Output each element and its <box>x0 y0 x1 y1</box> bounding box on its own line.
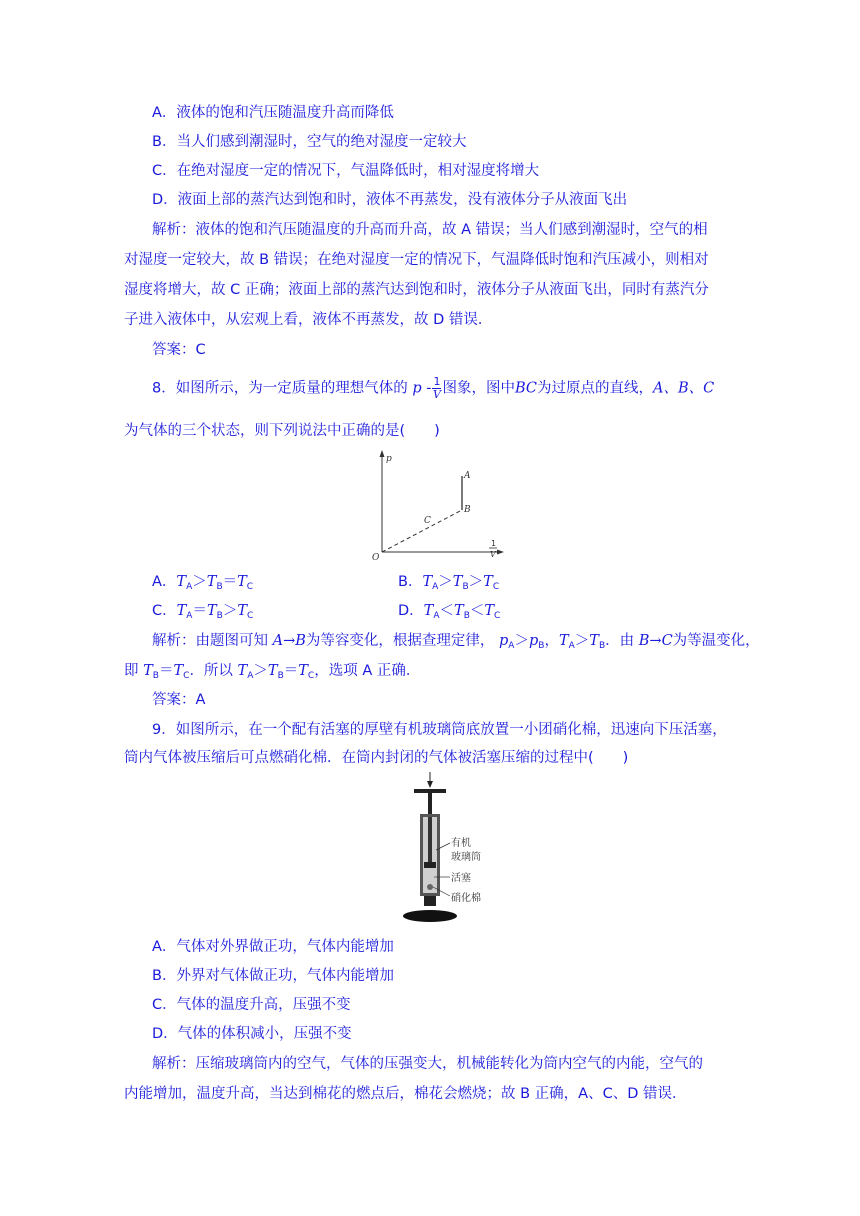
t-symbol: T <box>176 603 187 619</box>
text: p <box>528 633 539 649</box>
q7-option-a: A．液体的饱和汽压随温度升高而降低 <box>152 105 394 121</box>
text: ， <box>544 633 559 649</box>
q9-option-d: D．气体的体积减小，压强不变 <box>152 1026 352 1042</box>
sub-c: C <box>492 582 500 592</box>
rel: ＞ <box>438 574 453 590</box>
q8-stem-mid2: 为过原点的直线， <box>537 380 654 397</box>
text: 为等温变化， <box>672 633 760 649</box>
t-symbol: T <box>173 663 184 679</box>
handle <box>414 789 446 793</box>
sub-b: B <box>462 582 469 592</box>
down-arrow-icon <box>427 781 433 788</box>
q8-stem-line-2: 为气体的三个状态，则下列说法中正确的是( ) <box>124 423 440 439</box>
q8-analysis-line-2 <box>124 661 420 686</box>
q8-stem-p: p <box>412 380 422 397</box>
sub-b: B <box>277 671 284 681</box>
piston-rod <box>428 817 432 863</box>
q7-analysis-line-4: 子进入液体中，从宏观上看，液体不再蒸发，故 D 错误． <box>124 312 493 328</box>
q9-fire-syringe-figure <box>396 770 506 928</box>
q8-analysis-line-1 <box>152 631 760 656</box>
q8-stem-mid: 图象，图中 <box>442 380 515 397</box>
x-axis-arrow-icon <box>497 550 504 555</box>
x-axis-label-num: 1 <box>491 539 497 548</box>
t-symbol: T <box>484 603 495 619</box>
q7-option-b: B．当人们感到潮湿时，空气的绝对湿度一定较大 <box>152 134 467 150</box>
sub-a: A <box>186 611 193 621</box>
q8-option-c-letter: C． <box>152 603 177 619</box>
y-axis-arrow-icon <box>380 450 385 457</box>
q8-stem-bc: BC <box>514 380 538 397</box>
text: 即 <box>124 663 139 679</box>
sub-a: A <box>568 641 575 651</box>
rel: ＜ <box>439 603 455 619</box>
text: T <box>558 633 569 649</box>
q8-option-c <box>152 601 253 626</box>
q7-option-c: C．在绝对湿度一定的情况下，气温降低时，相对湿度将增大 <box>152 163 540 179</box>
point-b-label: B <box>464 505 471 515</box>
t-symbol: T <box>452 574 463 590</box>
rel: ＞ <box>468 574 484 590</box>
q8-stem-prefix: 8．如图所示，为一定质量的理想气体的 <box>152 380 408 397</box>
piston <box>424 862 436 868</box>
text: B→C <box>638 633 673 649</box>
rod-top <box>428 793 432 815</box>
sub-b: B <box>152 671 159 681</box>
origin-label: O <box>372 553 380 563</box>
t-symbol: T <box>483 574 493 590</box>
text: 解析：由题图可知 <box>152 633 268 649</box>
text: p <box>499 633 509 649</box>
q9-option-a: A．气体对外界做正功，气体内能增加 <box>152 939 394 955</box>
sub-a: A <box>186 582 193 592</box>
rel: ＝ <box>283 663 299 679</box>
rel: ＞ <box>514 633 529 649</box>
q8-stem-frac-num: 1 <box>433 375 441 388</box>
q8-stem-abc: A、B、C <box>653 380 715 397</box>
sub-b: B <box>463 611 470 621</box>
text: A→B <box>272 633 306 649</box>
sub-c: C <box>307 671 315 681</box>
sub-b: B <box>216 582 223 592</box>
sub-c: C <box>183 671 190 681</box>
sub-c: C <box>247 611 254 621</box>
rel: ＞ <box>222 603 238 619</box>
rel: ＜ <box>469 603 485 619</box>
label-nitrocotton: 硝化棉 <box>451 893 481 904</box>
point-c-label: C <box>424 516 431 526</box>
t-symbol: T <box>143 663 153 679</box>
rel: ＞ <box>253 663 268 679</box>
text: 为等容变化，根据查理定律， <box>305 633 495 649</box>
q9-stem-line-1: 9．如图所示，在一个配有活塞的厚壁有机玻璃筒底放置一小团硝化棉，迅速向下压活塞， <box>152 722 727 738</box>
text: T <box>589 633 599 649</box>
q9-analysis-line-1: 解析：压缩玻璃筒内的空气，气体的压强变大，机械能转化为筒内空气的内能，空气的 <box>152 1056 703 1072</box>
t-symbol: T <box>206 574 217 590</box>
t-symbol: T <box>237 663 248 679</box>
label-piston: 活塞 <box>451 873 471 884</box>
t-symbol: T <box>454 603 464 619</box>
stand-neck <box>424 896 436 906</box>
sub-c: C <box>246 582 254 592</box>
label-glass-tube: 玻璃筒 <box>451 852 481 863</box>
q8-stem-fraction <box>432 376 441 401</box>
q8-option-d <box>398 601 500 626</box>
q7-analysis-line-1: 解析：液体的饱和汽压随温度的升高而升高，故 A 错误；当人们感到潮湿时，空气的相 <box>152 222 708 238</box>
t-symbol: T <box>237 603 247 619</box>
x-axis-label-den: V <box>490 550 496 559</box>
sub-c: C <box>494 611 501 621</box>
q8-p-v-graph <box>370 448 510 564</box>
t-symbol: T <box>267 663 278 679</box>
q8-option-d-letter: D． <box>398 603 424 619</box>
q7-option-d: D．液面上部的蒸汽达到饱和时，液体不再蒸发，没有液体分子从液面飞出 <box>152 192 628 208</box>
q7-answer: 答案：C <box>152 342 206 358</box>
q7-analysis-line-2: 对湿度一定较大，故 B 错误；在绝对湿度一定的情况下，气温降低时饱和汽压减小，则相对 <box>124 252 709 268</box>
q9-stem-line-2: 筒内气体被压缩后可点燃硝化棉．在筒内封闭的气体被活塞压缩的过程中( ) <box>124 750 629 766</box>
q8-stem-frac-den: V <box>433 388 441 401</box>
stand-base <box>403 910 457 922</box>
sub-b: B <box>538 641 545 651</box>
t-symbol: T <box>206 603 217 619</box>
t-symbol: T <box>176 574 187 590</box>
t-symbol: T <box>423 603 434 619</box>
q9-option-b: B．外界对气体做正功，气体内能增加 <box>152 968 394 984</box>
rel: ＝ <box>222 574 238 590</box>
rel: ＝ <box>192 603 207 619</box>
q8-option-a-letter: A． <box>152 574 177 590</box>
q8-answer: 答案：A <box>152 692 206 708</box>
text: ．所以 <box>189 663 233 679</box>
nitrocotton <box>427 884 433 890</box>
y-axis-label: p <box>386 454 392 464</box>
rel: ＝ <box>158 663 174 679</box>
rel: ＞ <box>192 574 207 590</box>
q8-option-a <box>152 572 253 597</box>
q8-option-b-letter: B． <box>398 574 423 590</box>
rel: ＞ <box>574 633 590 649</box>
sub-a: A <box>508 641 515 651</box>
q9-analysis-line-2: 内能增加，温度升高，当达到棉花的燃点后，棉花会燃烧；故 B 正确，A、C、D 错误． <box>124 1086 687 1102</box>
sub-a: A <box>433 611 440 621</box>
q8-stem-line-1: 8．如图所示，为一定质量的理想气体的 p - $\frac{1}{V}$ 图象，图中BC为过原点的直线，A、B、C <box>152 375 715 401</box>
sub-a: A <box>247 671 254 681</box>
t-symbol: T <box>422 574 433 590</box>
sub-a: A <box>432 582 439 592</box>
text: ，选项 A 正确． <box>314 663 421 679</box>
point-a-label: A <box>464 471 471 481</box>
q8-option-b <box>398 572 499 597</box>
q9-option-c: C．气体的温度升高，压强不变 <box>152 997 351 1013</box>
q7-analysis-line-3: 湿度将增大，故 C 正确；液面上部的蒸汽达到饱和时，液体分子从液面飞出，同时有蒸汽分 <box>124 282 709 298</box>
text: ．由 <box>605 633 635 649</box>
sub-b: B <box>216 611 223 621</box>
bc-dashed-line <box>382 510 462 552</box>
sub-b: B <box>598 641 606 651</box>
t-symbol: T <box>298 663 308 679</box>
label-organic: 有机 <box>451 838 471 849</box>
t-symbol: T <box>237 574 247 590</box>
